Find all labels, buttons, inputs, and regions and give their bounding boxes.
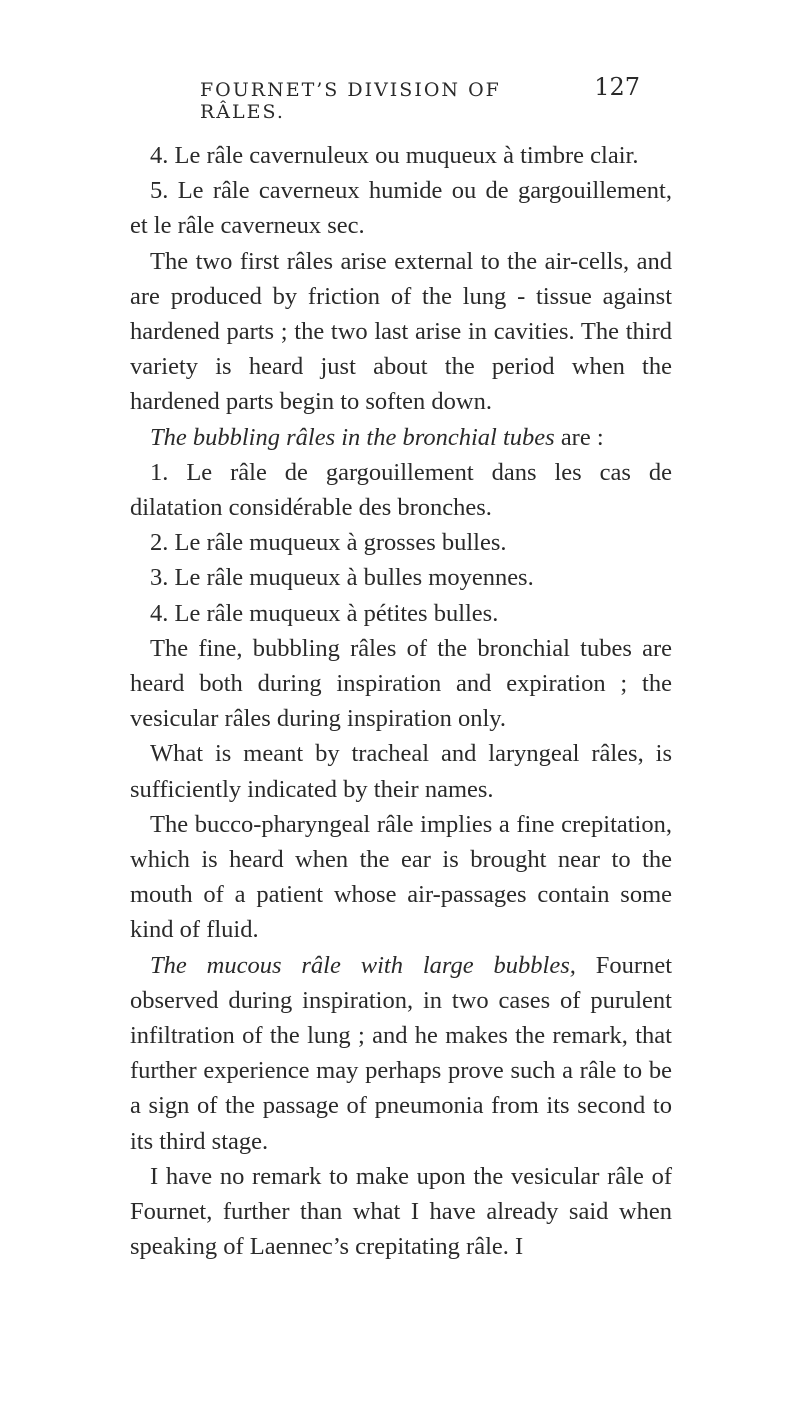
list-item: 2. Le râle muqueux à grosses bulles. [150,529,507,557]
italic-heading: The mucous râle with large bubbles, [150,951,576,979]
paragraph: I have no remark to make upon the vesicular râle of Fournet, further than what I have already said when speaking of Laennec’s crepitating râle. I [130,1162,672,1261]
list-item: 1. Le râle de gargouillement dans les cas de dilatation considérable des bronches. [130,458,672,522]
paragraph: The two first râles arise external to the air-cells, and are produced by friction of the lung - tissue against hardened parts ; the two last arise in cavities. The third variety is heard just about the period when the hardened parts begin to soften down. [130,247,672,416]
running-title: FOURNET’S DIVISION OF RÂLES. [200,79,501,123]
paragraph: The mucous râle with large bubbles, Fournet observed during inspiration, in two cases of purulent infiltration of the lung ; and he makes the remark, that further experience may perhaps prove such a râle to be a sign of the passage of pneumonia from its second to its third stage. [130,951,672,1155]
italic-heading: The bubbling râles in the bronchial tubes [150,423,555,451]
body-text [130,138,672,1265]
list-item: 5. Le râle caverneux humide ou de gargouillement, et le râle caverneux sec. [130,177,672,240]
list-item: 4. Le râle muqueux à pétites bulles. [150,599,499,627]
list-item: 4. Le râle cavernuleux ou muqueux à timbre clair. [150,142,639,169]
list-item: 3. Le râle muqueux à bulles moyennes. [150,564,534,592]
paragraph: The bucco-pharyngeal râle implies a fine crepitation, which is heard when the ear is brought near to the mouth of a patient whose air-passages contain some kind of fluid. [130,810,672,944]
page-number: 127 [594,73,640,101]
paragraph: The bubbling râles in the bronchial tubes are : [150,423,604,451]
paragraph: What is meant by tracheal and laryngeal râles, is sufficiently indicated by their names. [130,740,672,803]
paragraph: The fine, bubbling râles of the bronchial tubes are heard both during inspiration and expiration ; the vesicular râles during inspiration only. [130,634,672,733]
